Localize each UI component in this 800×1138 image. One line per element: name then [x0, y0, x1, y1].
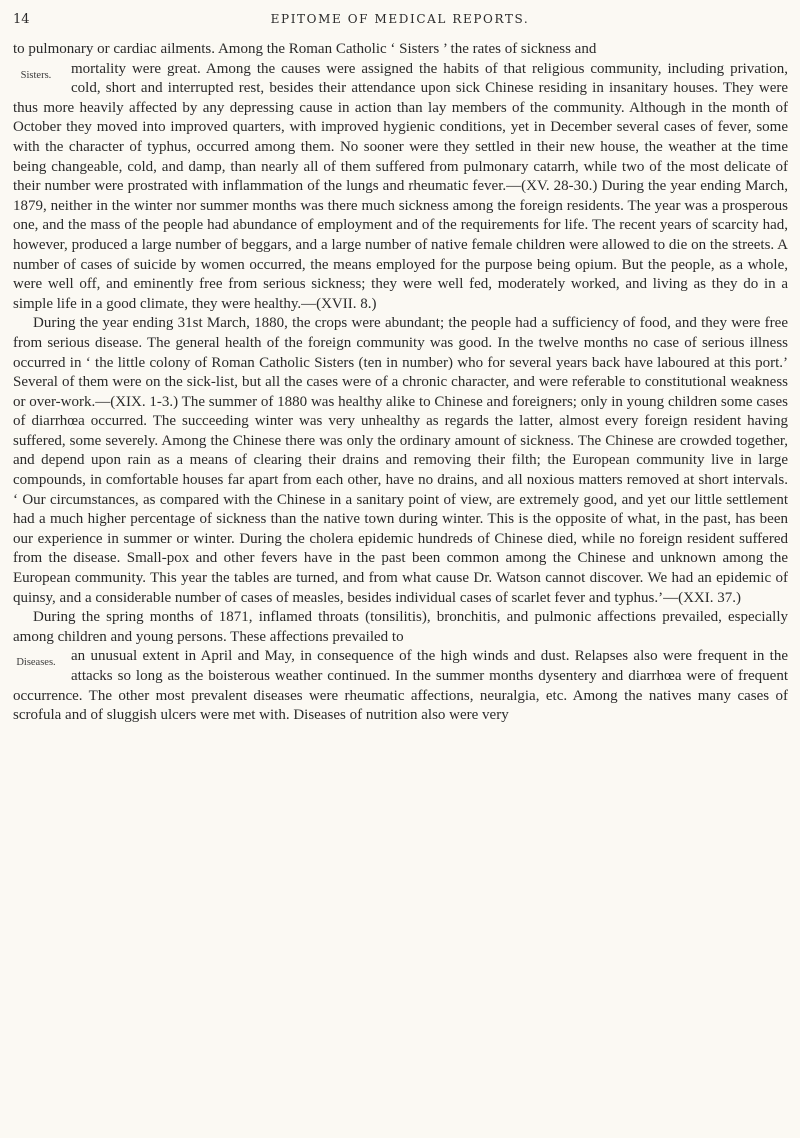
paragraph-3-rest: an unusual extent in April and May, in consequence of the high winds and dust. Relapses also were frequent in the attacks so long as the boisterous weather continued. In the summer months dysentery and diarrhœa were of frequent occurrence. The other most prevalent diseases were rheumatic affections, neuralgia, etc. Among the natives many cases of scrofula and of sluggish ulcers were met with. Diseases of nutrition also were very	[13, 648, 788, 724]
margin-note-sisters: Sisters.	[20, 69, 52, 81]
margin-note-diseases: Diseases.	[16, 657, 56, 669]
page-header	[0, 8, 800, 32]
paragraph-3-lead: During the spring months of 1871, inflamed throats (tonsilitis), bronchitis, and pulmonic affections prevailed, especially among children and young persons. These affections prevailed to	[13, 609, 788, 645]
page-number: 14	[13, 12, 30, 27]
paragraph-1-rest: mortality were great. Among the causes were assigned the habits of that religious community, including privation, cold, short and interrupted rest, besides their attendance upon sick Chinese residing in insanitary houses. They were thus more heavily affected by any depressing cause in action than lay members of the community. Although in the month of October they moved into improved quarters, with improved hygienic conditions, yet in December several cases of fever, some with the character of typhus, occurred among them. No sooner were they settled in their new house, the weather at the time being changeable, cold, and damp, than nearly all of them suffered from pulmonary catarrh, while two of the most delicate of their number were prostrated with inflammation of the lungs and rheumatic fever.—(XV. 28-30.) During the year ending March, 1879, neither in the winter nor summer months was there much sickness among the foreign residents. The year was a prosperous one, and the mass of the people had abundance of employment and of the requirements for life. The recent years of scarcity had, however, produced a large number of beggars, and a large number of native female children were allowed to die on the streets. A number of cases of suicide by women occurred, the means employed for the purpose being opium. But the people, as a whole, were well off, and eminently free from serious sickness; they were well fed, moderately worked, and living as they do in a simple life in a good climate, they were healthy.—(XVII. 8.)	[13, 60, 788, 312]
paragraph-2: During the year ending 31st March, 1880, the crops were abundant; the people had a sufficiency of food, and they were free from serious disease. The general health of the foreign community was good. In the twelve months no case of serious illness occurred in ‘ the little colony of Roman Catholic Sisters (ten in number) who for several years back have laboured at this port.’ Several of them were on the sick-list, but all the cases were of a chronic character, and were referable to constitutional weakness or over-work.—(XIX. 1-3.) The summer of 1880 was healthy alike to Chinese and foreigners; only in young children some cases of diarrhœa occurred. The succeeding winter was very unhealthy as regards the latter, almost every foreign resident having suffered, some severely. Among the Chinese there was only the ordinary amount of sickness. The Chinese are crowded together, and depend upon rain as a means of clearing their drains and removing their filth; the European community live in large compounds, in comfortable houses far apart from each other, have no drains, and all noxious matters removed at short intervals. ‘ Our circumstances, as compared with the Chinese in a sanitary point of view, are extremely good, and yet our little settlement had a much higher percentage of sickness than the native town during winter. This is the opposite of what, in the past, has been our experience in summer or winter. During the cholera epidemic hundreds of Chinese died, while no foreign resident suffered from the disease. Small-pox and other fevers have in the past been common among the Chinese and unknown among the European community. This year the tables are turned, and from what cause Dr. Watson cannot discover. We had an epidemic of quinsy, and a considerable number of cases of measles, besides individual cases of scarlet fever and typhus.’—(XXI. 37.)	[13, 315, 788, 606]
paragraph-1-lead: to pulmonary or cardiac ailments. Among the Roman Catholic ‘ Sisters ’ the rates of sickness and	[13, 41, 597, 57]
running-head: EPITOME OF MEDICAL REPORTS.	[270, 12, 530, 26]
body-text	[13, 40, 788, 726]
